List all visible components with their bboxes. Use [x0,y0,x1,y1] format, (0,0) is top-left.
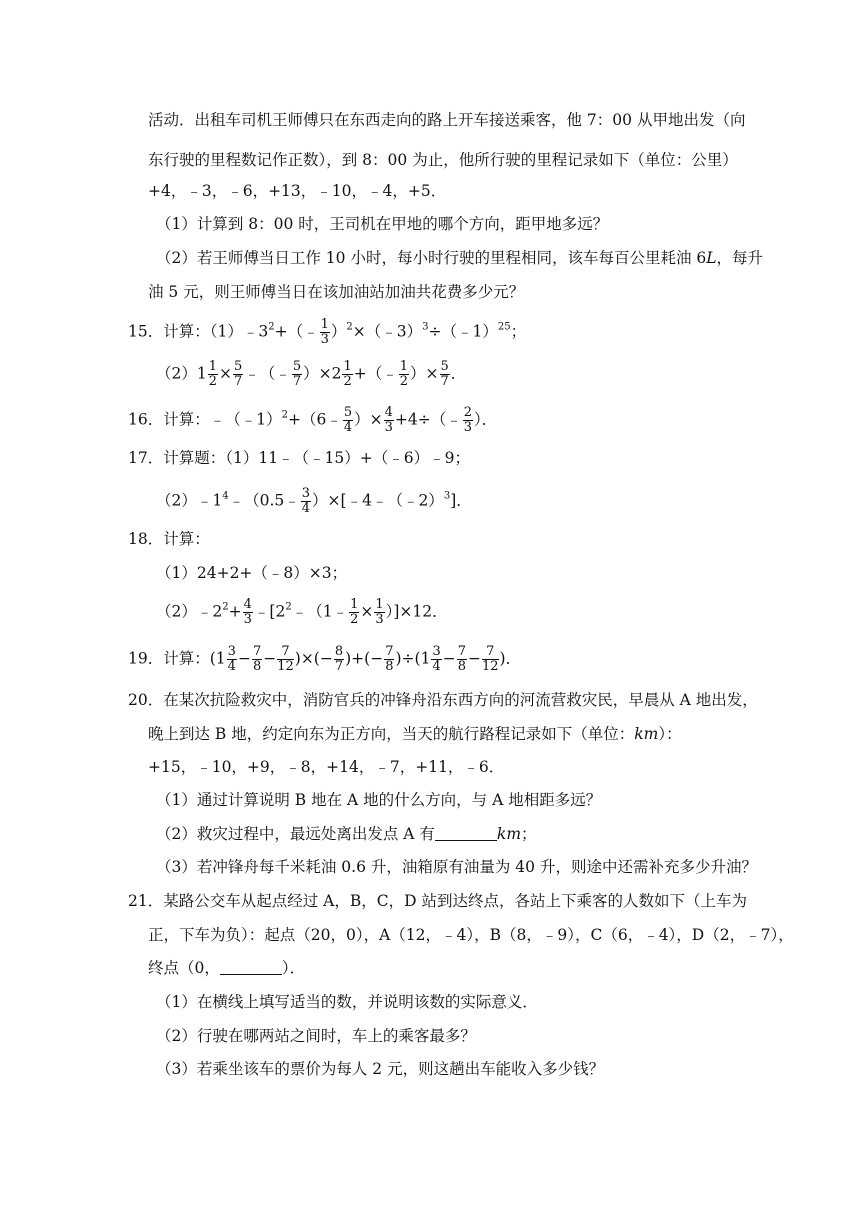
text-run: +（6﹣ [287,410,342,429]
fraction [431,645,441,674]
text-run: km [634,725,659,743]
text-run: 12 [277,659,294,674]
text-run: 1 [208,359,218,374]
text-run: ； [510,322,527,341]
text-run: 7 [385,644,394,659]
exponent: 3 [443,490,451,502]
text-run: ÷（﹣1） [428,322,498,341]
q18-part-2 [156,598,448,627]
q17-part-1: 17．计算题：（1）11﹣（﹣15）+（﹣6）﹣9； [128,449,470,467]
text-run: +（﹣ [274,322,319,341]
q21-text-line-3 [148,958,305,978]
text-run: ）： [658,725,682,743]
exponent: 2 [222,601,229,613]
text-run: 2 [350,612,359,627]
text-run: − [468,649,481,668]
text-run: − [442,649,456,668]
q19-expression [128,645,521,674]
text-run: 12 [482,659,499,674]
fraction [334,645,344,674]
text-run: （2）若王师傅当日工作 10 小时，每小时行驶的里程相同，该车每百公里耗油 6 [156,249,707,267]
text-run: ； [521,825,537,843]
fraction [243,598,253,627]
text-run: 3 [384,420,393,435]
text-run: 7 [457,644,466,659]
text-run: 2 [463,405,473,420]
text-run: 4 [301,501,311,516]
text-run: 终点（0， [148,959,220,977]
text-run: 7 [252,644,262,659]
text-run: 5 [234,359,243,374]
exponent: 2 [285,601,292,613]
text-run: （1）﹣3 [209,322,269,341]
text-run: 1 [375,597,384,612]
text-run: 5 [440,359,449,374]
exponent: 2 [281,409,288,421]
text-run: ﹣[2 [253,602,286,621]
fraction [463,406,473,435]
text-run: ）× [354,410,383,429]
text-run: ）×2 [303,364,342,383]
text-run: 7 [334,659,344,674]
q15-part-1 [128,318,526,347]
text-run: ，每升 [716,249,764,267]
q21-text-line-2: 正，下车为负）：起点（20，0），A（12，﹣4），B（8，﹣9），C（6，﹣4），D（2，﹣7）， [148,926,794,944]
text-run: × [219,364,233,383]
text-run: +（﹣ [353,364,398,383]
exponent: 4 [222,490,229,502]
text-run: 3 [375,612,384,627]
text-run: 4 [432,659,441,674]
fraction [320,318,330,347]
text-run: + [228,602,242,621]
exponent: 3 [422,321,429,333]
fraction [342,360,352,389]
text-run: 8 [385,659,394,674]
text-run: ） [330,322,347,341]
text-run: 4 [243,597,252,612]
text-run: 7 [277,645,294,660]
text-run: 15．计算： [128,322,210,341]
q21-text-line-1: 21．某路公交车从起点经过 A，B，C，D 站到达终点，各站上下乘客的人数如下（上车为 [128,892,747,910]
fraction [292,360,302,389]
fraction [208,360,218,389]
text-run: 1 [399,359,409,374]
text-run: × [360,602,374,621]
text-run: 5 [292,359,302,374]
fraction [343,406,353,435]
text-run: 1 [343,359,352,374]
q16-expression [128,406,497,435]
text-run: ）×[﹣4﹣（﹣2） [312,491,444,510]
text-run: （2）1 [156,364,207,383]
q20-text-line-2 [148,724,682,744]
q14-part-2-line-2: 油 5 元，则王师傅当日在该加油站加油共花费多少元？ [148,283,525,301]
text-run: 19．计算： [128,649,210,668]
text-run: ）． [281,959,306,977]
text-run: ）]×12． [385,602,448,621]
exponent: 2 [346,321,353,333]
text-run: 4 [227,659,236,674]
text-run: − [237,649,251,668]
text-run: 3 [432,644,441,659]
text-run: 7 [440,374,449,389]
exponent: 2 [268,321,275,333]
q14-mileage-record: +4，﹣3，﹣6，+13，﹣10，﹣4，+5． [148,182,447,200]
q21-part-2: （2）行驶在哪两站之间时，车上的乘客最多？ [156,1027,476,1045]
text-run: ﹣（﹣ [244,364,291,383]
fraction [227,645,237,674]
text-run: 3 [463,420,473,435]
text-run: ×（﹣3） [352,322,423,341]
text-run: km [496,825,522,843]
text-run: 2 [343,374,352,389]
text-run: )÷(1 [395,649,431,668]
text-run: 7 [234,374,243,389]
text-run: 3 [301,486,311,501]
q14-text-line-2: 东行驶的里程数记作正数），到 8：00 为止，他所行驶的里程记录如下（单位：公里） [148,151,738,169]
text-run: L [706,249,717,267]
fraction [374,598,384,627]
text-run: （2）救灾过程中，最远处离出发点 A 有 [156,825,435,843]
q18-part-1: （1）24+2+（﹣8）×3； [156,564,348,582]
q17-part-2 [156,487,472,516]
fraction [384,645,394,674]
text-run: ﹣（1﹣ [291,602,349,621]
text-run: 7 [292,374,302,389]
text-run: )+(− [345,649,384,668]
answer-blank [220,960,282,975]
text-run: +4÷（﹣ [394,410,462,429]
text-run: 4 [384,405,393,420]
q20-part-2 [156,824,537,844]
text-run: 3 [320,332,329,347]
text-run: ． [450,364,467,383]
q18-heading: 18．计算： [128,530,210,548]
text-run: （2）﹣1 [156,491,223,510]
text-run: ﹣（0.5﹣ [228,491,300,510]
q20-part-1: （1）通过计算说明 B 地在 A 地的什么方向，与 A 地相距多远？ [156,791,602,809]
text-run: ）． [474,410,498,429]
q20-part-3: （3）若冲锋舟每千米耗油 0.6 升，油箱原有油量为 40 升，则途中还需补充多少升油？ [156,858,757,876]
text-run: 晚上到达 B 地，约定向东为正方向，当天的航行路程记录如下（单位： [148,725,635,743]
q20-text-line-1: 20．在某次抗险救灾中，消防官兵的冲锋舟沿东西方向的河流营救灾民，早晨从 A 地出发， [128,691,758,709]
text-run: 7 [482,645,499,660]
text-run: 8 [457,659,466,674]
text-run: )×(− [294,649,333,668]
answer-blank [435,826,497,841]
q14-part-2-line-1 [156,248,763,268]
q20-route-record: +15，﹣10，+9，﹣8，+14，﹣7，+11，﹣6． [148,758,505,776]
text-run: 16．计算：﹣（﹣1） [128,410,282,429]
q14-text-line-1: 活动．出租车司机王师傅只在东西走向的路上开车接送乘客，他 7：00 从甲地出发（向 [148,111,746,129]
text-run: 5 [343,405,353,420]
exponent: 25 [497,321,511,333]
text-run: 2 [208,374,218,389]
fraction [399,360,409,389]
fraction [440,360,450,389]
text-run: (1 [209,649,226,668]
text-run: 3 [243,612,252,627]
q21-part-1: （1）在横线上填写适当的数，并说明该数的实际意义． [156,993,538,1011]
fraction [457,645,467,674]
text-run: 1 [320,317,329,332]
fraction [349,598,359,627]
fraction [277,645,294,674]
q14-part-1: （1）计算到 8：00 时，王司机在甲地的哪个方向，距甲地多远？ [156,215,609,233]
text-run: ]． [450,491,472,510]
text-run: 8 [334,644,344,659]
text-run: 2 [399,374,409,389]
text-run: 4 [343,420,353,435]
fraction [482,645,499,674]
fraction [301,487,311,516]
q15-part-2 [156,360,466,389]
fraction [233,360,243,389]
text-run: )． [499,649,522,668]
fraction [252,645,262,674]
q21-part-3: （3）若乘坐该车的票价为每人 2 元，则这趟出车能收入多少钱？ [156,1060,605,1078]
text-run: ）× [410,364,439,383]
text-run: 8 [252,659,262,674]
fraction [384,406,394,435]
text-run: 1 [350,597,359,612]
text-run: − [263,649,277,668]
text-run: 3 [227,644,236,659]
text-run: （2）﹣2 [156,602,223,621]
